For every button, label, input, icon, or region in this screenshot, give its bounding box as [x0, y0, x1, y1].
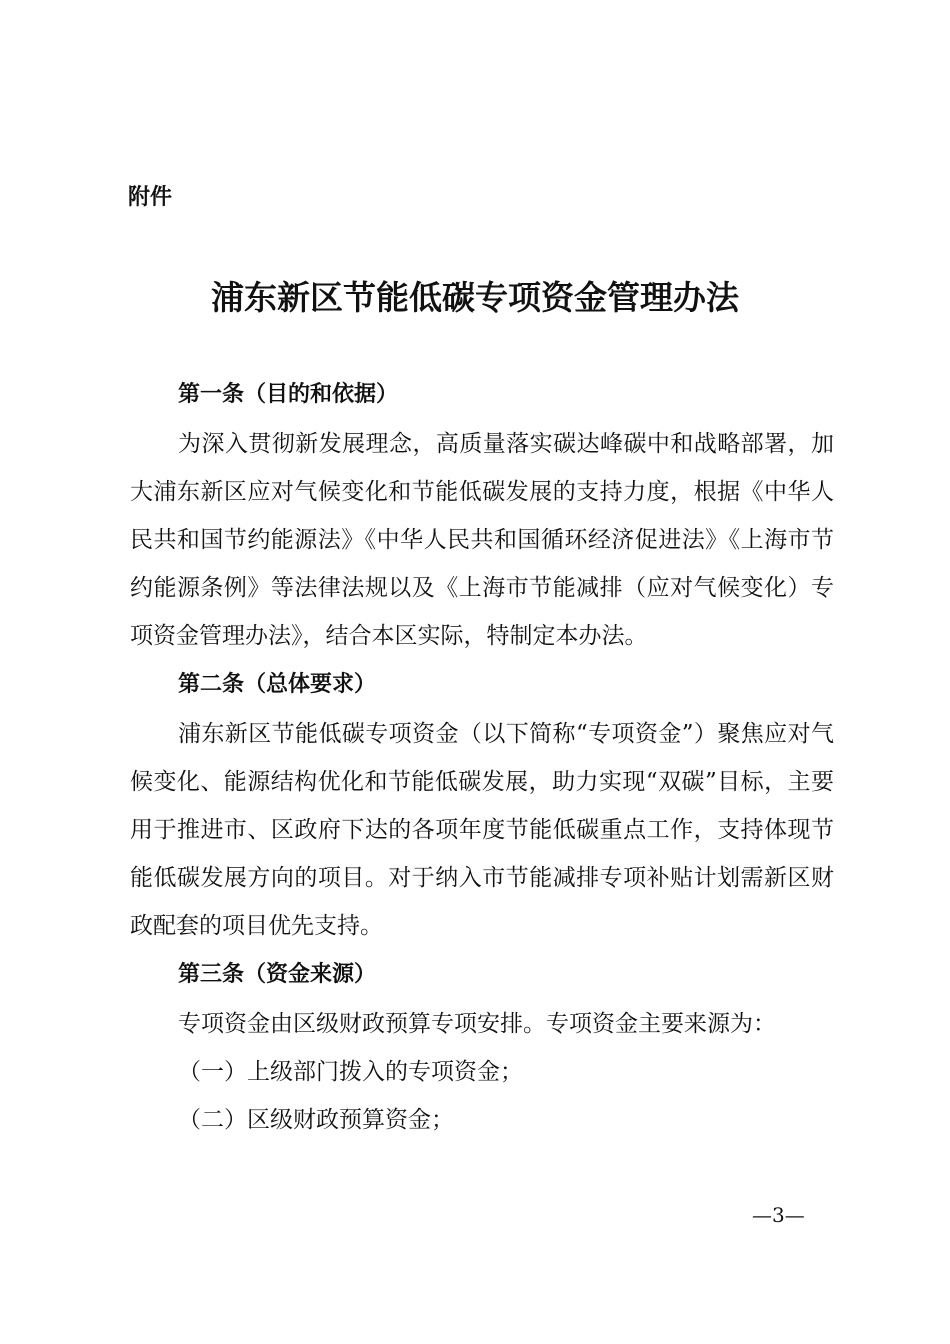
article-1-heading: 第一条（目的和依据） — [178, 382, 399, 407]
article-1-paragraph: 为深入贯彻新发展理念，高质量落实碳达峰碳中和战略部署，加大浦东新区应对气候变化和节能低碳发展的支持力度，根据《中华人民共和国节约能源法》《中华人民共和国循环经济促进法》《上海市节约能源条例》等法律法规以及《上海市节能减排（应对气候变化）专项资金管理办法》，结合本区实际，特制定本办法。 — [130, 431, 834, 649]
document-body — [130, 370, 834, 1144]
article-3-heading: 第三条（资金来源） — [178, 962, 377, 987]
article-2-paragraph: 浦东新区节能低碳专项资金（以下简称“专项资金”）聚焦应对气候变化、能源结构优化和节能低碳发展，助力实现“双碳”目标，主要用于推进市、区政府下达的各项年度节能低碳重点工作，支持体现节能低碳发展方向的项目。对于纳入市节能减排专项补贴计划需新区财政配套的项目优先支持。 — [130, 721, 834, 939]
article-3-paragraph: 专项资金由区级财政预算专项安排。专项资金主要来源为： — [178, 1011, 776, 1037]
article-2-heading: 第二条（总体要求） — [178, 672, 377, 697]
article-3-item-1: （一）上级部门拨入的专项资金； — [178, 1059, 523, 1085]
page-number: —3— — [752, 1203, 805, 1227]
article-3-item-2: （二）区级财政预算资金； — [178, 1107, 454, 1133]
document-title: 浦东新区节能低碳专项资金管理办法 — [211, 278, 739, 317]
attachment-label: 附件 — [128, 185, 173, 210]
